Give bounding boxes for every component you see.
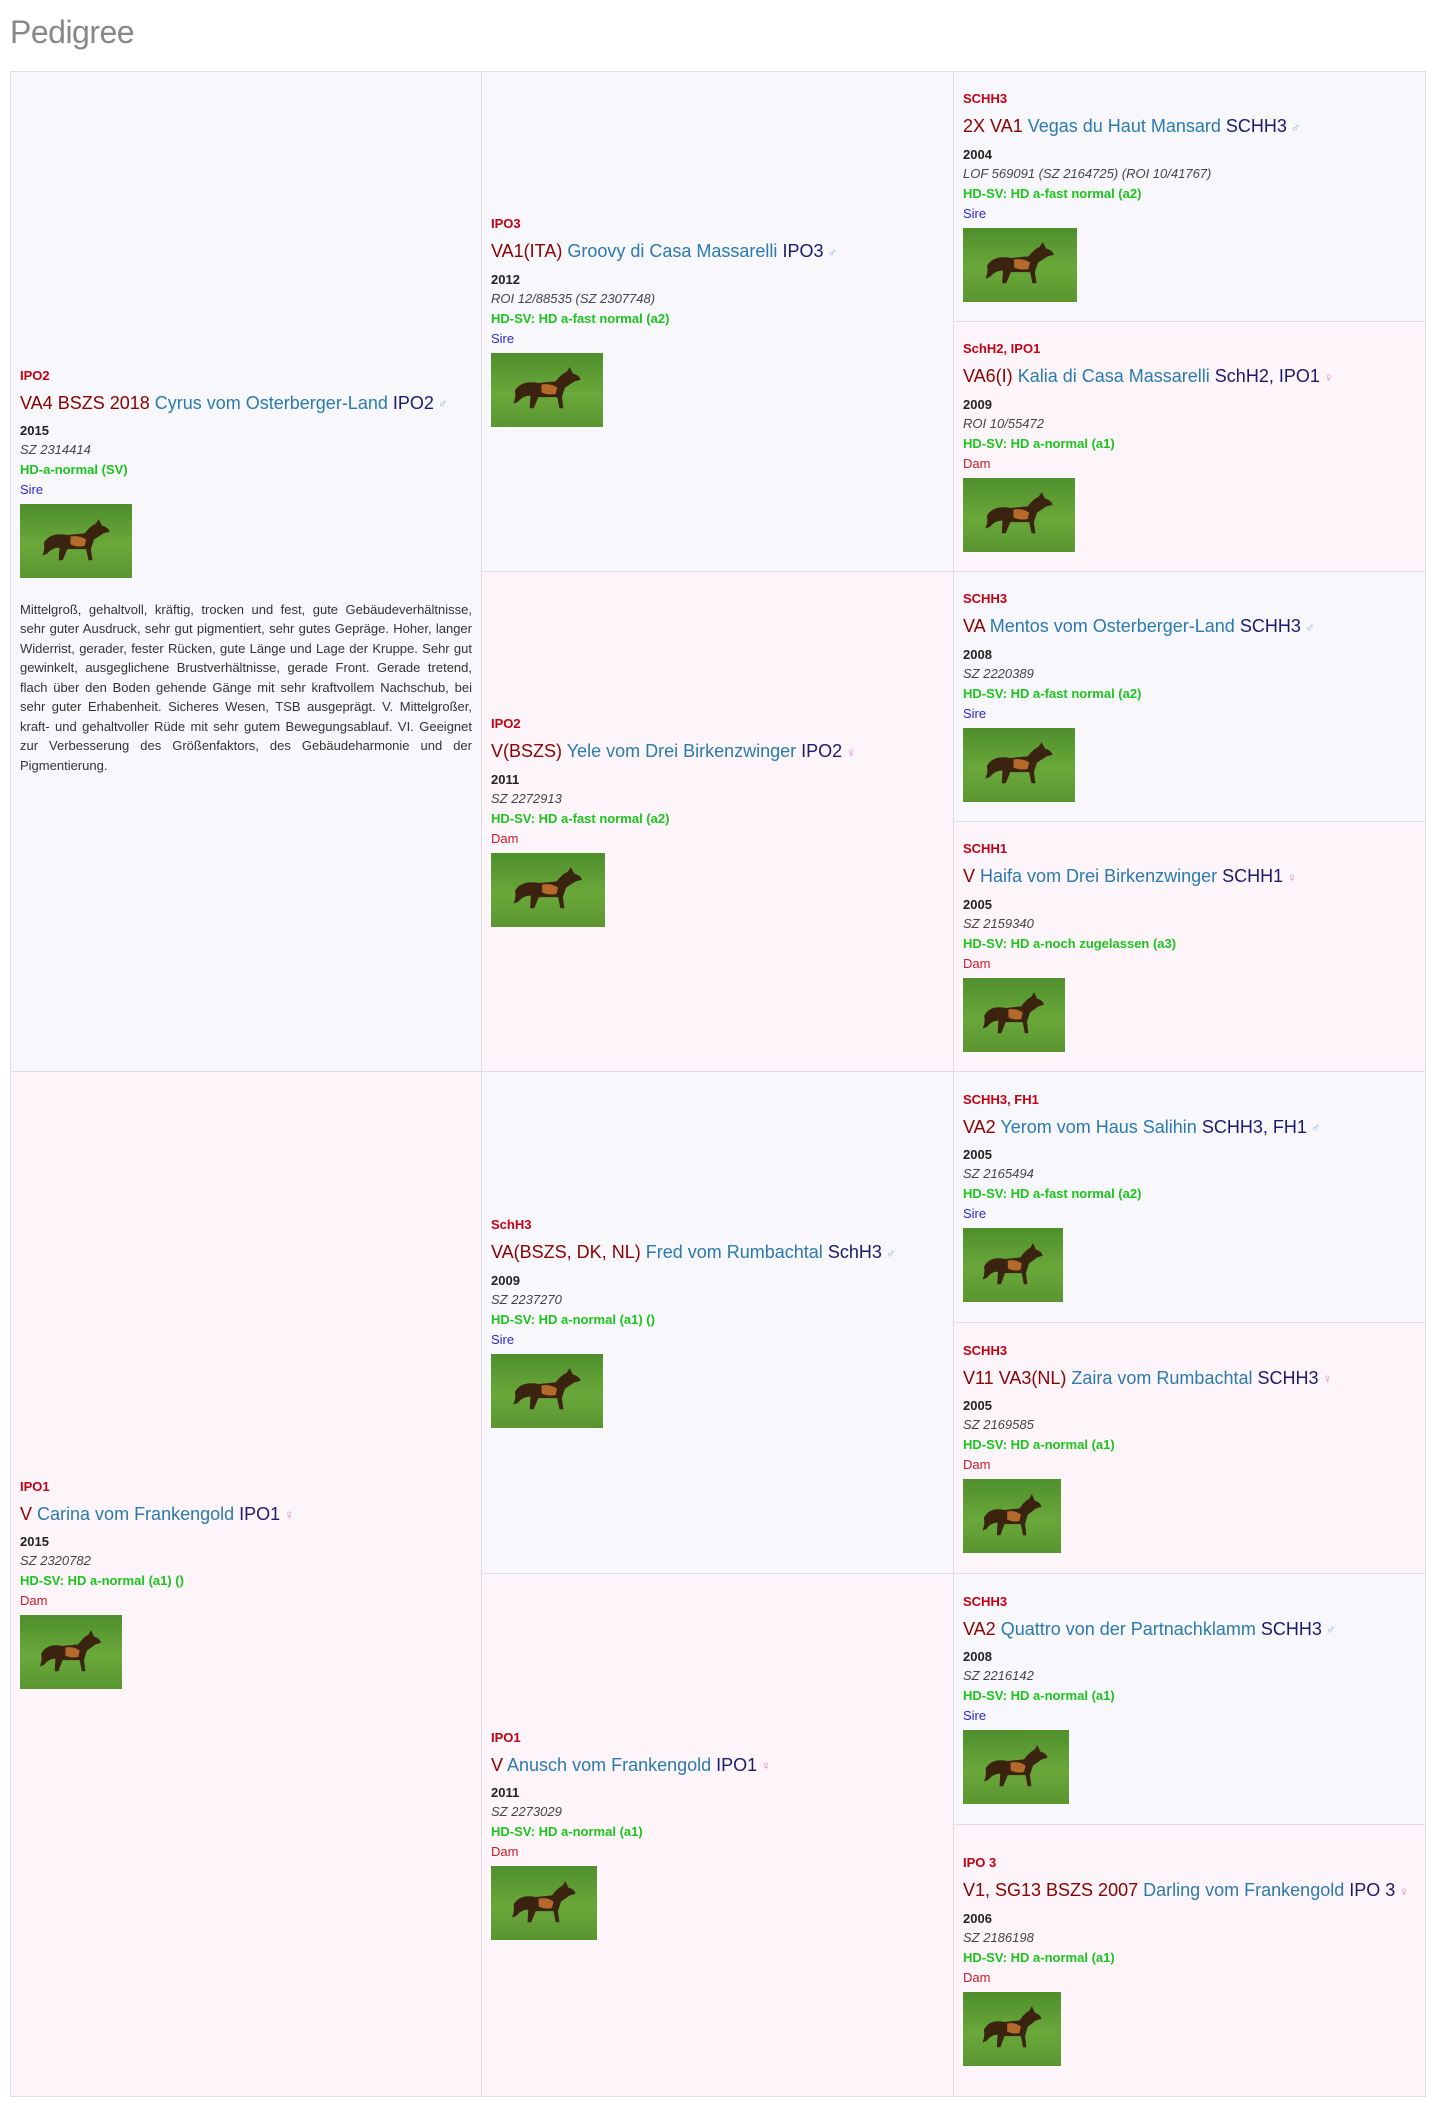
dog-hd-rating: HD-SV: HD a-fast normal (a2) [963, 185, 1142, 201]
dog-parent-role: Dam [20, 1593, 48, 1609]
pedigree-cell-sire-sire-sire [954, 72, 1426, 322]
dog-registration: SZ 2186198 [963, 1929, 1034, 1945]
dog-name-line [491, 239, 944, 264]
dog-parent-role: Sire [491, 330, 515, 346]
dog-name-line [963, 1617, 1416, 1642]
dog-photo[interactable] [963, 978, 1065, 1052]
dog-name-link[interactable]: Yele vom Drei Birkenzwinger [566, 741, 797, 762]
pedigree-table [10, 71, 1426, 2097]
dog-name-link[interactable]: Darling vom Frankengold [1143, 1880, 1345, 1901]
dog-registration: SZ 2220389 [963, 665, 1034, 681]
dog-photo[interactable] [963, 728, 1075, 802]
dog-hd-rating: HD-SV: HD a-fast normal (a2) [963, 1186, 1142, 1202]
dog-hd-rating: HD-SV: HD a-fast normal (a2) [491, 310, 670, 326]
dog-name-line [963, 1366, 1416, 1391]
dog-title: SchH3 [827, 1242, 882, 1263]
dog-photo[interactable] [963, 1730, 1069, 1804]
dog-photo[interactable] [963, 1479, 1061, 1553]
dog-silhouette-icon [977, 2003, 1046, 2050]
dog-hd-rating: HD-SV: HD a-normal (a1) [491, 1824, 643, 1840]
dog-birth-year: 2011 [491, 1785, 520, 1801]
dog-registration: SZ 2273029 [491, 1804, 562, 1820]
female-symbol-icon: ♀ [1323, 369, 1334, 385]
dog-title-line: IPO2 [20, 367, 50, 383]
dog-photo[interactable] [491, 1866, 597, 1940]
dog-name-line [20, 391, 472, 416]
dog-name-link[interactable]: Yerom vom Haus Salihin [1000, 1116, 1197, 1137]
dog-registration: SZ 2169585 [963, 1417, 1034, 1433]
dog-ratings: VA2 [963, 1618, 996, 1639]
dog-title-line: SchH3 [491, 1217, 532, 1233]
dog-birth-year: 2015 [20, 1534, 49, 1550]
dog-name-link[interactable]: Mentos vom Osterberger-Land [989, 616, 1235, 637]
pedigree-cell-dam-dam-sire [954, 1574, 1426, 1825]
pedigree-cell-sire-sire-dam [954, 322, 1426, 572]
dog-name-line [491, 1753, 944, 1778]
male-symbol-icon: ♂ [827, 244, 838, 260]
dog-hd-rating: HD-SV: HD a-fast normal (a2) [491, 810, 670, 826]
dog-silhouette-icon [977, 989, 1048, 1036]
pedigree-cell-dam-dam-dam [954, 1825, 1426, 2097]
dog-silhouette-icon [977, 1491, 1046, 1538]
dog-title-line: IPO1 [491, 1729, 521, 1745]
dog-photo[interactable] [491, 353, 603, 427]
dog-parent-role: Dam [491, 1844, 519, 1860]
dog-registration: SZ 2314414 [20, 441, 91, 457]
dog-parent-role: Sire [491, 1331, 515, 1347]
dog-hd-rating: HD-SV: HD a-normal (a1) [963, 1949, 1115, 1965]
female-symbol-icon: ♀ [284, 1507, 294, 1523]
male-symbol-icon: ♂ [885, 1245, 896, 1261]
dog-title: SCHH3, FH1 [1201, 1116, 1307, 1137]
dog-title: IPO2 [392, 392, 434, 413]
dog-registration: SZ 2216142 [963, 1668, 1034, 1684]
dog-parent-role: Sire [963, 1708, 987, 1724]
dog-ratings: VA1(ITA) [491, 241, 563, 262]
male-symbol-icon: ♂ [1325, 1622, 1336, 1638]
dog-title-line: SCHH3 [963, 91, 1008, 107]
dog-silhouette-icon [36, 516, 114, 563]
dog-title: SCHH3 [1260, 1618, 1322, 1639]
dog-photo[interactable] [20, 1615, 122, 1689]
dog-hd-rating: HD-a-normal (SV) [20, 461, 128, 477]
dog-parent-role: Sire [963, 1206, 987, 1222]
dog-title-line: SCHH3 [963, 1342, 1008, 1358]
dog-name-link[interactable]: Groovy di Casa Massarelli [567, 241, 778, 262]
dog-title-line: IPO2 [491, 716, 521, 732]
dog-ratings: V(BSZS) [491, 741, 563, 762]
page-title: Pedigree [10, 14, 135, 50]
dog-silhouette-icon [507, 1365, 585, 1412]
pedigree-cell-sire [11, 72, 482, 1072]
dog-silhouette-icon [507, 364, 585, 411]
female-symbol-icon: ♀ [761, 1758, 771, 1774]
dog-birth-year: 2009 [491, 1272, 520, 1288]
dog-silhouette-icon [977, 1240, 1047, 1287]
dog-birth-year: 2004 [963, 146, 992, 162]
dog-title-line: SCHH3 [963, 1593, 1008, 1609]
female-symbol-icon: ♀ [1399, 1883, 1410, 1899]
dog-title: SchH2, IPO1 [1214, 366, 1320, 387]
dog-photo[interactable] [963, 478, 1075, 552]
dog-registration: SZ 2320782 [20, 1553, 91, 1569]
dog-ratings: V11 VA3(NL) [963, 1367, 1067, 1388]
dog-silhouette-icon [507, 864, 587, 911]
dog-name-link[interactable]: Kalia di Casa Massarelli [1017, 366, 1210, 387]
dog-hd-rating: HD-SV: HD a-noch zugelassen (a3) [963, 935, 1177, 951]
dog-name-line [491, 1240, 944, 1265]
dog-photo[interactable] [491, 853, 605, 927]
dog-ratings: VA4 BSZS 2018 [20, 392, 150, 413]
dog-birth-year: 2008 [963, 1649, 992, 1665]
dog-hd-rating: HD-SV: HD a-normal (a1) () [20, 1573, 184, 1589]
dog-photo[interactable] [20, 504, 132, 578]
dog-birth-year: 2011 [491, 771, 520, 787]
dog-photo[interactable] [963, 228, 1077, 302]
dog-title-line: SCHH3 [963, 591, 1008, 607]
dog-parent-role: Sire [963, 705, 987, 721]
dog-registration: SZ 2159340 [963, 915, 1034, 931]
dog-photo[interactable] [963, 1992, 1061, 2066]
dog-hd-rating: HD-SV: HD a-normal (a1) [963, 435, 1115, 451]
dog-silhouette-icon [34, 1627, 105, 1674]
dog-name-link[interactable]: Quattro von der Partnachklamm [1000, 1618, 1256, 1639]
dog-registration: ROI 12/88535 (SZ 2307748) [491, 290, 656, 306]
dog-photo[interactable] [491, 1354, 603, 1428]
dog-registration: LOF 569091 (SZ 2164725) (ROI 10/41767) [963, 165, 1212, 181]
male-symbol-icon: ♂ [1310, 1120, 1321, 1136]
dog-ratings: VA6(I) [963, 366, 1013, 387]
dog-silhouette-icon [978, 1742, 1052, 1789]
dog-silhouette-icon [506, 1878, 580, 1925]
dog-name-line [963, 1878, 1416, 1903]
male-symbol-icon: ♂ [437, 395, 448, 411]
dog-name-link[interactable]: Fred vom Rumbachtal [645, 1242, 823, 1263]
dog-name-link[interactable]: Haifa vom Drei Birkenzwinger [980, 866, 1218, 887]
dog-registration: SZ 2237270 [491, 1291, 562, 1307]
dog-ratings: V [20, 1503, 33, 1524]
dog-birth-year: 2012 [491, 271, 520, 287]
pedigree-cell-sire-dam [482, 572, 954, 1072]
dog-registration: SZ 2272913 [491, 790, 562, 806]
dog-title: SCHH3 [1239, 616, 1301, 637]
dog-ratings: V1, SG13 BSZS 2007 [963, 1880, 1139, 1901]
dog-name-link[interactable]: Anusch vom Frankengold [507, 1754, 712, 1775]
dog-parent-role: Sire [20, 481, 44, 497]
dog-registration: ROI 10/55472 [963, 415, 1044, 431]
dog-birth-year: 2006 [963, 1910, 992, 1926]
dog-ratings: VA [963, 616, 985, 637]
dog-silhouette-icon [979, 239, 1059, 286]
dog-ratings: V [963, 866, 976, 887]
dog-name-link[interactable]: Carina vom Frankengold [37, 1503, 235, 1524]
dog-name-line [491, 739, 944, 764]
dog-title: IPO1 [716, 1754, 758, 1775]
dog-title-line: SCHH3, FH1 [963, 1091, 1039, 1107]
male-symbol-icon: ♂ [1290, 119, 1301, 135]
dog-name-line [963, 364, 1416, 389]
dog-registration: SZ 2165494 [963, 1166, 1034, 1182]
male-symbol-icon: ♂ [1304, 619, 1315, 635]
dog-description: Mittelgroß, gehaltvoll, kräftig, trocken und fest, gute Gebäudeverhältnisse, sehr guter Ausdruck, sehr gut pigmentiert, sehr gutes Gepräge. Hoher, langer Widerrist, gerader, fester Rücken, gute Länge und Lage der Kruppe. Sehr gut gewinkelt, ausgeglichene Brustverhältnisse, gerade Front. Gerade tretend, flach über den Boden gehende Gänge mit sehr kraftvollem Nachschub, bei sehr guter Erhabenheit. Sicheres Wesen, TSB ausgeprägt. V. Mittelgroßer, kraft- und gehaltvoller Rüde mit sehr gutem Bewegungsablauf. VI. Geeignet zur Verbesserung des Größenfaktors, des Gebäudeharmonie und der Pigmentierung. [20, 601, 472, 773]
dog-ratings: V [491, 1754, 504, 1775]
pedigree-cell-sire-dam-dam [954, 822, 1426, 1072]
dog-name-link[interactable]: Vegas du Haut Mansard [1027, 116, 1221, 137]
dog-title: IPO2 [801, 741, 843, 762]
dog-birth-year: 2005 [963, 896, 992, 912]
dog-silhouette-icon [979, 489, 1057, 536]
dog-birth-year: 2008 [963, 646, 992, 662]
dog-title: IPO3 [782, 241, 824, 262]
dog-name-line [20, 1502, 472, 1527]
dog-name-line [963, 114, 1416, 139]
dog-parent-role: Dam [491, 830, 519, 846]
dog-photo[interactable] [963, 1228, 1063, 1302]
dog-hd-rating: HD-SV: HD a-fast normal (a2) [963, 685, 1142, 701]
dog-birth-year: 2005 [963, 1398, 992, 1414]
dog-title: SCHH3 [1257, 1367, 1319, 1388]
dog-name-line [963, 1115, 1416, 1140]
dog-title: IPO 3 [1349, 1880, 1396, 1901]
pedigree-cell-dam-sire [482, 1072, 954, 1574]
dog-title: SCHH3 [1225, 116, 1287, 137]
dog-title: SCHH1 [1222, 866, 1284, 887]
dog-name-line [963, 864, 1416, 889]
dog-parent-role: Dam [963, 1457, 991, 1473]
dog-title-line: SCHH1 [963, 841, 1008, 857]
dog-title-line: IPO1 [20, 1478, 50, 1494]
dog-parent-role: Dam [963, 1969, 991, 1985]
dog-hd-rating: HD-SV: HD a-normal (a1) [963, 1437, 1115, 1453]
pedigree-cell-dam [11, 1072, 482, 2097]
pedigree-cell-sire-sire [482, 72, 954, 572]
dog-title-line: IPO 3 [963, 1855, 997, 1871]
dog-hd-rating: HD-SV: HD a-normal (a1) [963, 1688, 1115, 1704]
dog-birth-year: 2009 [963, 396, 992, 412]
dog-title-line: IPO3 [491, 216, 521, 232]
pedigree-cell-dam-sire-sire [954, 1072, 1426, 1323]
dog-birth-year: 2005 [963, 1147, 992, 1163]
dog-parent-role: Dam [963, 455, 991, 471]
dog-ratings: VA2 [963, 1116, 996, 1137]
dog-title-line: SchH2, IPO1 [963, 341, 1041, 357]
dog-name-link[interactable]: Cyrus vom Osterberger-Land [154, 392, 388, 413]
female-symbol-icon: ♀ [846, 744, 856, 760]
female-symbol-icon: ♀ [1322, 1371, 1333, 1387]
dog-name-line [963, 614, 1416, 639]
dog-title: IPO1 [239, 1503, 281, 1524]
dog-ratings: 2X VA1 [963, 116, 1023, 137]
dog-hd-rating: HD-SV: HD a-normal (a1) () [491, 1311, 655, 1327]
pedigree-cell-sire-dam-sire [954, 572, 1426, 822]
dog-ratings: VA(BSZS, DK, NL) [491, 1242, 641, 1263]
pedigree-cell-dam-sire-dam [954, 1323, 1426, 1574]
female-symbol-icon: ♀ [1287, 869, 1297, 885]
dog-parent-role: Dam [963, 955, 991, 971]
dog-name-link[interactable]: Zaira vom Rumbachtal [1071, 1367, 1253, 1388]
dog-birth-year: 2015 [20, 422, 49, 438]
dog-parent-role: Sire [963, 205, 987, 221]
dog-silhouette-icon [979, 739, 1057, 786]
pedigree-cell-dam-dam [482, 1574, 954, 2097]
